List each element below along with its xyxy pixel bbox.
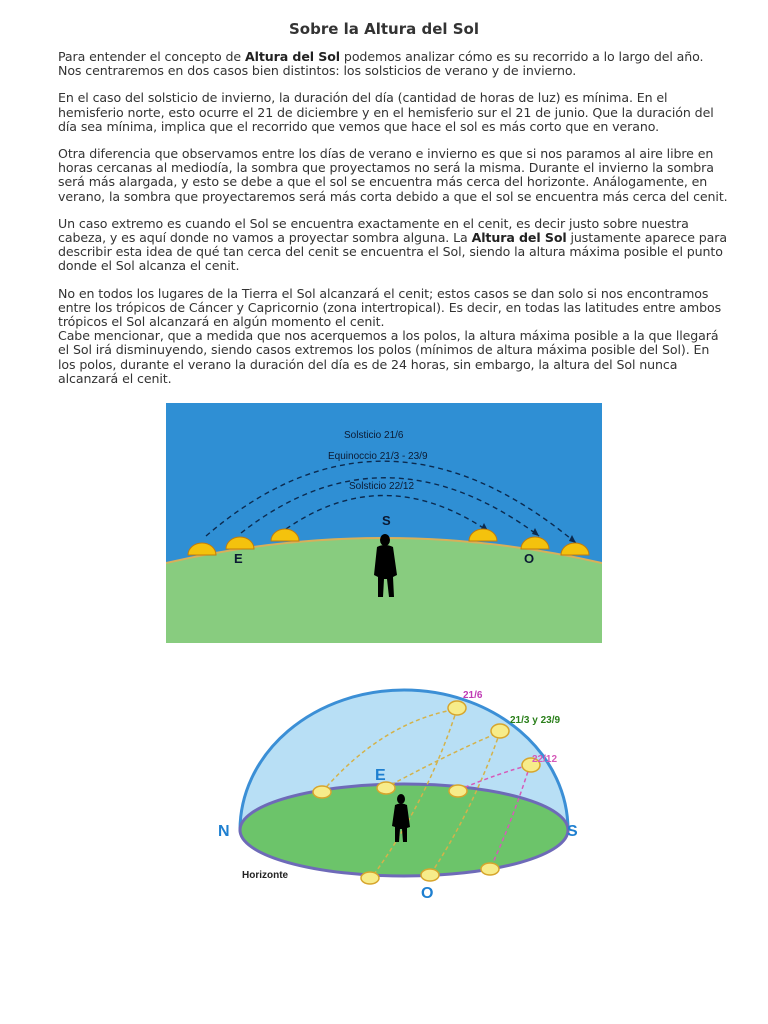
article-body [58, 50, 728, 399]
text-run: justamente aparece para describir esta idea de qué tan cerca del cenit se encuentra el Sol, siendo la altura máxima posible el punto donde el Sol alcanza el cenit. [58, 230, 727, 274]
label-summer-date: 21/6 [463, 690, 483, 701]
label-equinox-date: 21/3 y 23/9 [510, 715, 561, 726]
paragraph-5: No en todos los lugares de la Tierra el Sol alcanzará el cenit; estos casos se dan solo si nos encontramos entre los trópicos de Cáncer y Capricornio (zona intertropical). Es decir, en todas las latitudes entre ambos trópicos el Sol alcanzará en algún momento el cenit. [58, 285, 722, 330]
sun-icon [448, 701, 466, 715]
paragraph-1 [58, 50, 728, 78]
dome-illustration [212, 682, 596, 912]
label-summer-solstice: Solsticio 21/6 [344, 430, 404, 441]
sun-path-illustration [166, 403, 602, 643]
label-south: S [567, 823, 578, 840]
label-horizon: Horizonte [242, 870, 289, 881]
text-run: podemos analizar cómo es su recorrido a lo largo del año. Nos centraremos en dos casos bien distintos: los solsticios de verano y de invierno. [58, 49, 704, 79]
sun-path-figure [166, 403, 602, 643]
paragraph-2: En el caso del solsticio de invierno, la duración del día (cantidad de horas de luz) es mínima. En el hemisferio norte, esto ocurre el 21 de diciembre y en el hemisferio sur el 21 de junio. Que la duración del día sea mínima, implica que el recorrido que vemos que hace el sol es más corto que en verano. [58, 90, 714, 134]
paragraph-4 [58, 217, 728, 274]
page-title: Sobre la Altura del Sol [289, 20, 479, 38]
text-run: Para entender el concepto de [58, 49, 245, 64]
label-north: N [218, 823, 230, 840]
paragraph-6: Cabe mencionar, que a medida que nos acerquemos a los polos, la altura máxima posible a la que llegará el Sol irá disminuyendo, siendo casos extremos los polos (mínimos de altura máxima posible del Sol). En los polos, durante el verano la duración del día es de 24 horas, sin embargo, la altura del Sol nunca alcanzará el cenit. [58, 328, 719, 386]
bold-term: Altura del Sol [471, 230, 567, 246]
text-run: Un caso extremo es cuando el Sol se encuentra exactamente en el cenit, es decir justo sobre nuestra cabeza, y es aquí donde no vamos a proyectar sombra alguna. La [58, 215, 689, 246]
label-east: E [234, 551, 243, 566]
label-winter-date: 22/12 [532, 754, 558, 765]
sun-icon [361, 872, 379, 884]
paragraph-3: Otra diferencia que observamos entre los días de verano e invierno es que si nos paramos al aire libre en horas cercanas al mediodía, la sombra que proyectamos no será la misma. Durante el invierno la sombra será más alargada, y esto se debe a que el sol se encuentra más cerca del horizonte. Análogamente, en verano, la sombra que proyectaremos será más corta debido a que el sol se encuentra más cerca del cenit. [58, 146, 728, 204]
label-south: S [382, 513, 391, 528]
label-winter-solstice: Solsticio 22/12 [349, 481, 415, 492]
label-equinox: Equinoccio 21/3 - 23/9 [328, 451, 428, 462]
celestial-dome-figure [212, 682, 596, 912]
sun-icon [313, 786, 331, 798]
sun-icon [421, 869, 439, 881]
label-east: E [375, 767, 386, 784]
sun-icon [491, 724, 509, 738]
sun-icon [449, 785, 467, 797]
label-west: O [421, 885, 434, 902]
label-west: O [524, 551, 535, 566]
sun-icon [481, 863, 499, 875]
bold-term: Altura del Sol [244, 49, 341, 64]
